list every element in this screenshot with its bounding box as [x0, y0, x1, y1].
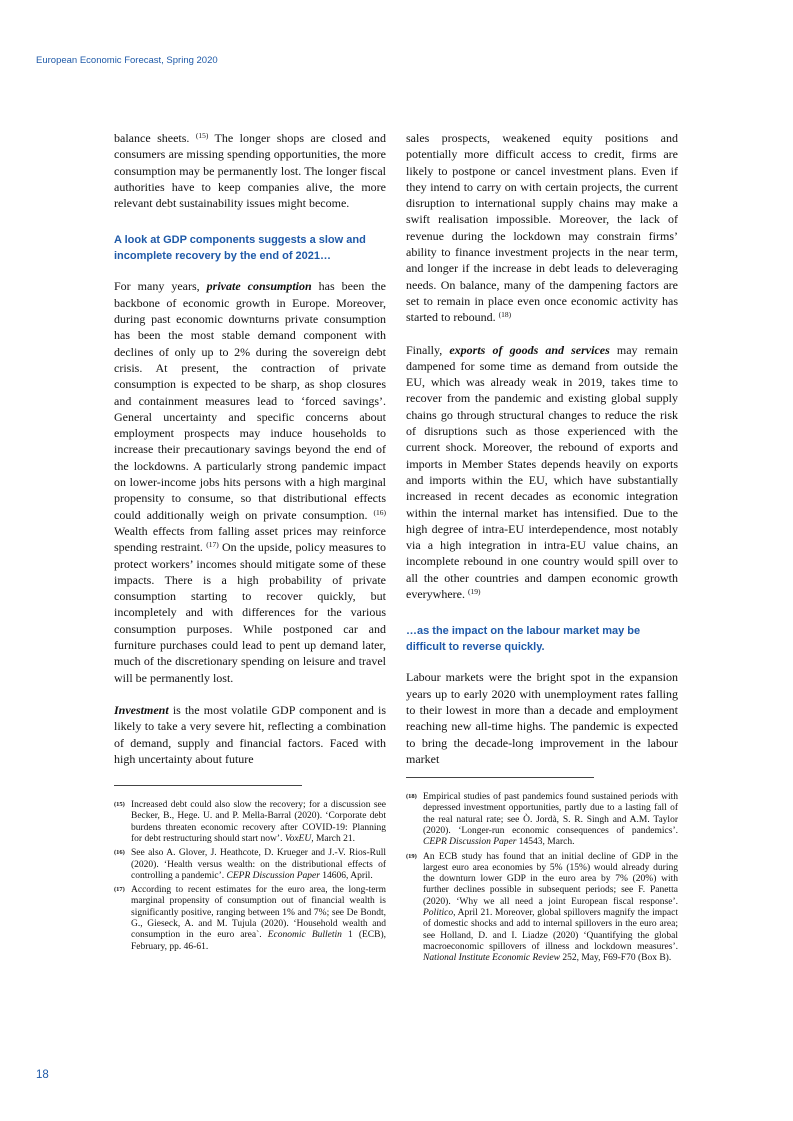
paragraph-sales-prospects: sales prospects, weakened equity positions and potentially more difficult access to credit, firms are likely to postpone or cancel investment plans. Even if they intend to carry on with certain projects, the current disruption to international supply chains may make a swift realisation impossible. Moreover, the lack of revenue during the lockdown may constrain firms’ ability to finance investment projects in the near term, and longer if the increase in debt leads to deleveraging needs. On balance, many of the dampening factors are set to remain in place even once economic activity has started to rebound. $^{(18)}$ — [406, 131, 678, 325]
section-heading-labour-market: …as the impact on the labour market may be difficult to reverse quickly. — [406, 625, 641, 654]
running-header: European Economic Forecast, Spring 2020 — [36, 55, 218, 66]
section-heading-gdp-components: A look at GDP components suggests a slow and incomplete recovery by the end of 2021… — [114, 234, 366, 263]
paragraph-investment: Investment is the most volatile GDP component and is likely to take a very severe hit, reflecting a combination of demand, supply and financial factors. Faced with high uncertainty about future — [114, 702, 386, 766]
footnote-19: (19) An ECB study has found that an initial decline of GDP in the largest euro area economies by 5% (15%) would already during the downturn lower GDP in the euro area by 7% (20%) with further declines possible in subsequent periods; see F. Panetta (2020). ‘Why we all need a joint European fiscal response’. Politico, April 21. Moreover, global spillovers magnify the impact of domestic shocks and add to internal spillovers in the euro area; see Holland, D. and I. Liadze (2020) ‘Quantifying the global macroeconomic spillovers of illness and lockdown measures’. National Institute Economic Review 252, May, F69-F70 (Box B). — [406, 851, 678, 964]
footnote-18: (18) Empirical studies of past pandemics found sustained periods with depressed investment opportunities, partly due to a lasting fall of the real natural rate; see Ò. Jordà, S. R. Singh and A.M. Taylor (2020). ‘Longer-run economic consequences of pandemics’. CEPR Discussion Paper 14543, March. — [406, 792, 678, 848]
footnote-divider — [406, 777, 594, 778]
footnote-ref-15[interactable]: (15) — [195, 131, 209, 140]
paragraph-private-consumption: For many years, private consumption has been the backbone of economic growth in Europe. Moreover, during past economic downturns private consumption has been the most stable demand component with declines of only up to 2% during the sovereign debt crisis. At present, the contraction of private consumption is expected to be sharp, as shop closures and containment measures lead to ‘forced savings’. General uncertainty and specific concerns about employment prospects may induce households to increase their precautionary savings beyond the end of the lockdowns. A particularly strong pandemic impact on lower-income jobs hits persons with a high marginal propensity to consume, so that distributional effects could additionally weigh on private consumption. $^{(16)}$ Wealth effects from falling asset prices may reinforce spending restraint. $^{(17)}$ On the upside, policy measures to protect workers’ incomes should mitigate some of these impacts. There is a high probability of private consumption starting to recover quickly, but incompletely and with differences for the various consumption purposes. While postponed car and furniture purchases could lead to pent up demand later, much of the discretionary spending on leisure and travel will be permanently lost. — [114, 279, 387, 685]
paragraph-balance-sheets: balance sheets. $^{(15)}$ The longer shops are closed and consumers are missing spending opportunities, the more consumption may be permanently lost. The longer fiscal authorities have to keep companies alive, the more relevant debt sustainability issues might become. — [114, 131, 386, 211]
footnote-ref-16[interactable]: (16) — [373, 507, 387, 517]
footnote-divider — [114, 785, 302, 786]
right-column — [406, 130, 678, 968]
paragraph-exports: Finally, exports of goods and services may remain dampened for some time as demand from outside the EU, which was already weak in 2019, takes time to recover from the pandemic and existing global supply chains go through structural changes to reduce the risk of disruptions such as those experienced with the current shock. Moreover, the rebound of exports and imports in Member States depends heavily on exports and imports within the EU, which have substantially increased in recent decades as economic integration within the internal market has intensified. Due to the high degree of intra-EU interdependence, most notably via a high integration in intra-EU value chains, an incomplete rebound in one country would spill over to all the other countries and dampen economic growth everywhere. $^{(19)}$ — [406, 342, 678, 602]
footnote-15: (15) Increased debt could also slow the recovery; for a discussion see Becker, B., Hege. U. and P. Mella-Barral (2020). ‘Corporate debt burdens threaten economic recovery after COVID-19: Planning for debt restructuring should start now’. VoxEU, March 21. — [114, 800, 386, 844]
footnote-17: (17) According to recent estimates for the euro area, the long-term marginal propensity of consumption out of financial wealth is significantly positive, ranging between 1% and 7%; see De Bondt, G., Gieseck, A. and M. Tujula (2020). ‘Household wealth and consumption in the euro area`. Economic Bulletin 1 (ECB), February, pp. 46-61. — [114, 885, 387, 952]
left-column — [114, 130, 386, 956]
paragraph-labour-markets: Labour markets were the bright spot in the expansion years up to early 2020 with unemployment rates falling to their lowest in more than a decade and employment reaching new all-time highs. The pandemic is expected to bring the decade-long improvement in the labour market — [406, 670, 678, 766]
footnote-16: (16) See also A. Glover, J. Heathcote, D. Krueger and J.-V. Rios-Rull (2020). ‘Health versus wealth: on the distributional effects of controlling a pandemic’. CEPR Discussion Paper 14606, April. — [114, 848, 386, 881]
footnote-ref-19[interactable]: (19) — [467, 587, 481, 597]
footnote-ref-18[interactable]: (18) — [498, 310, 512, 320]
footnotes-right — [406, 792, 678, 964]
footnotes-left — [114, 800, 386, 953]
footnote-ref-17[interactable]: (17) — [206, 540, 219, 550]
page-number: 18 — [36, 1069, 49, 1081]
